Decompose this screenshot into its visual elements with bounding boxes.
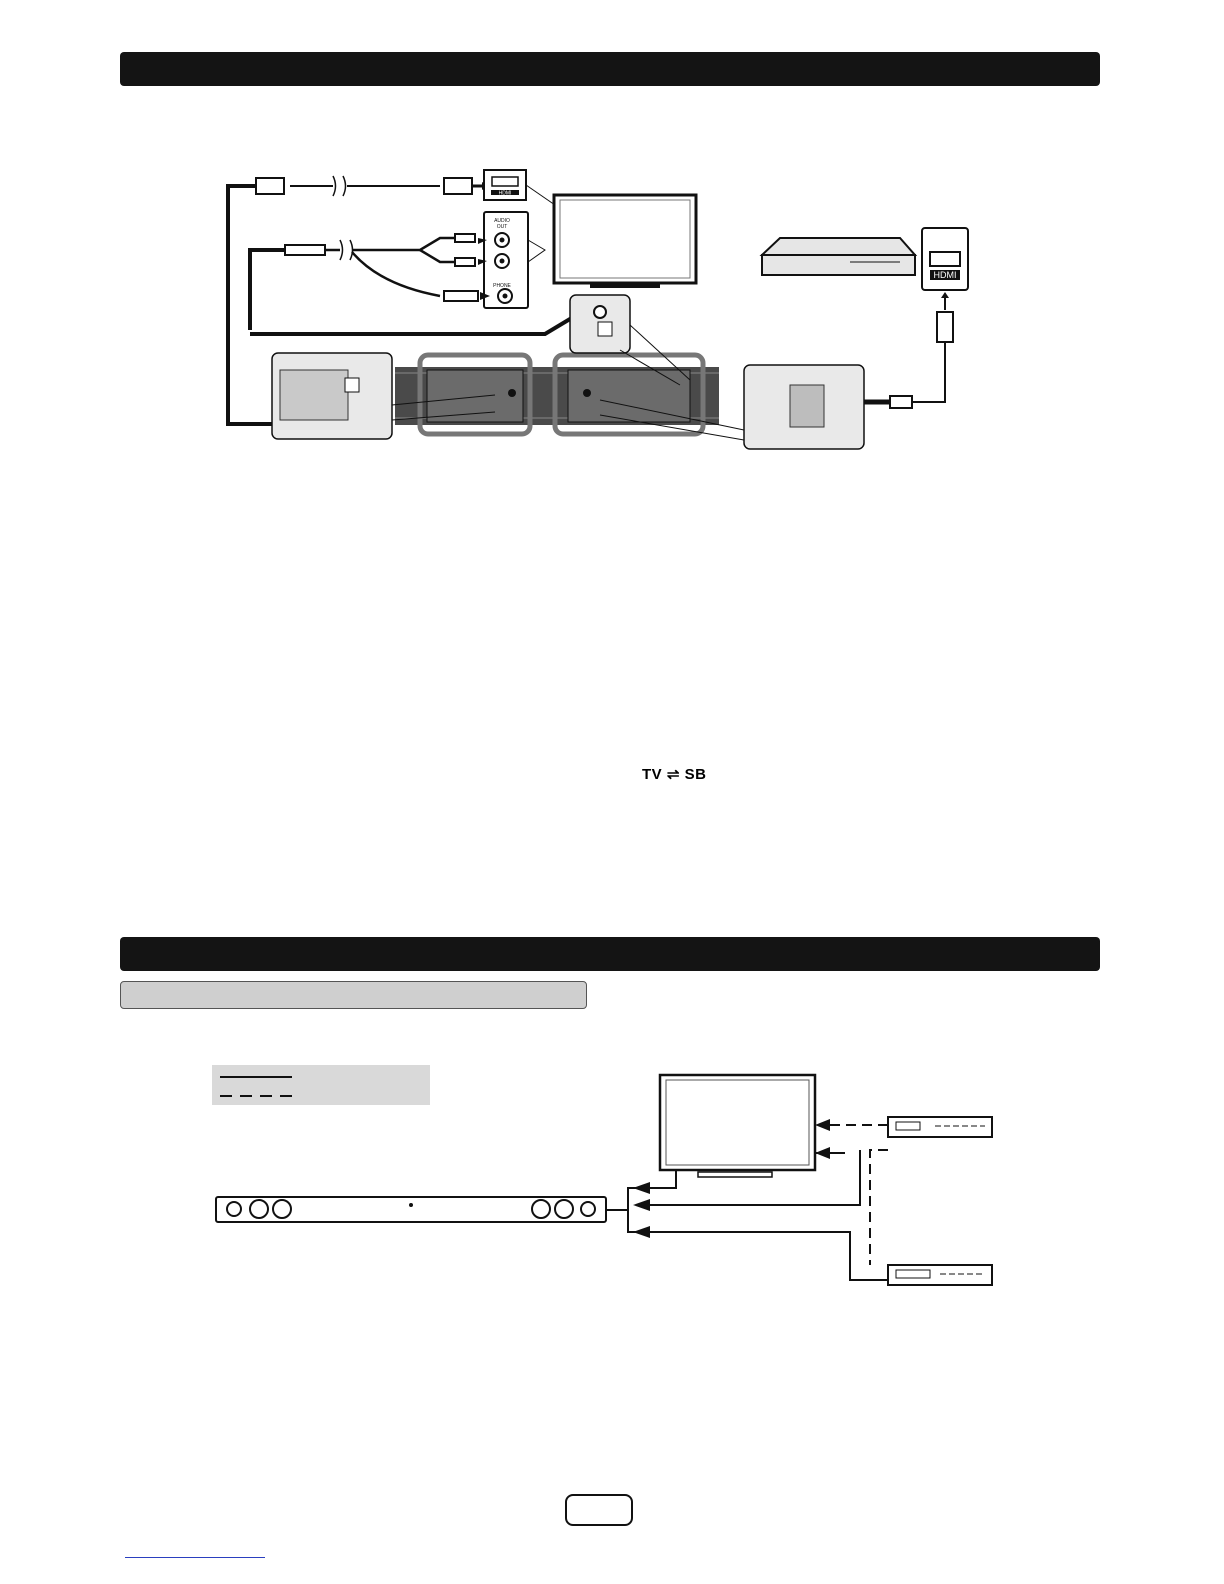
soundbar-front xyxy=(216,1197,606,1222)
player-hdmi-label: HDMI xyxy=(933,270,957,280)
player-illustration xyxy=(762,238,915,275)
svg-text:AUDIO: AUDIO xyxy=(494,218,510,224)
device-top xyxy=(888,1117,992,1137)
soundbar-back xyxy=(395,355,719,434)
tv-hdmi-port xyxy=(484,170,555,205)
tv-illustration xyxy=(554,195,696,288)
player-hdmi-port xyxy=(922,228,968,290)
legend-box xyxy=(212,1065,430,1105)
tv-sb-label: TV ⇌ SB xyxy=(642,766,707,783)
hdmi-plug-left xyxy=(256,178,284,194)
hdmi-port-label: HDMI xyxy=(498,190,512,197)
page-number-box xyxy=(565,1494,633,1526)
hdmi-plug-vertical xyxy=(937,312,953,342)
hdmi-plug-right xyxy=(444,178,472,194)
footer-link-underline[interactable] xyxy=(125,1557,265,1558)
tv-outline-bottom xyxy=(660,1075,815,1177)
svg-text:PHONE: PHONE xyxy=(493,283,511,289)
svg-text:OUT: OUT xyxy=(496,224,508,230)
device-bottom xyxy=(888,1265,992,1285)
tv-audio-out-panel xyxy=(484,212,545,308)
